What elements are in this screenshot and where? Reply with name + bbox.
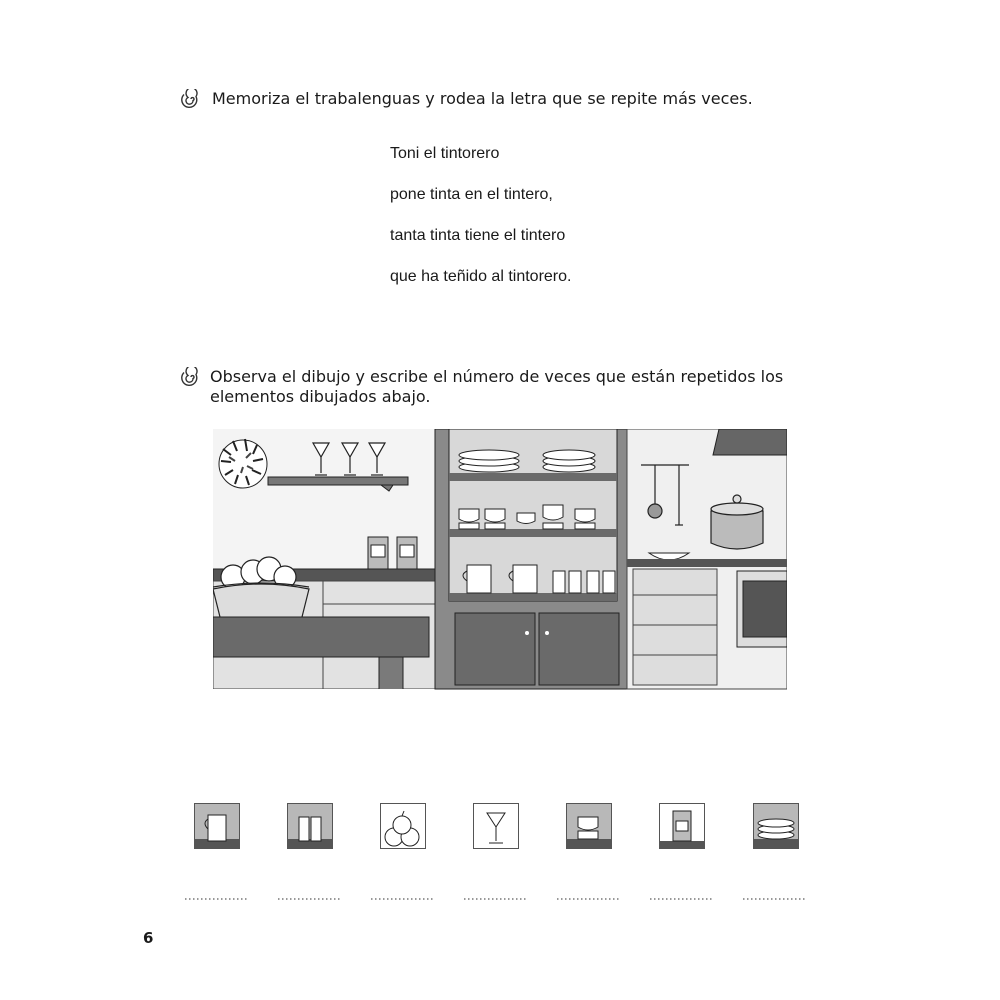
- spiral-icon: [180, 89, 202, 109]
- tongue-twister-line-3: tanta tinta tiene el tintero: [390, 227, 566, 244]
- cocktail-glass-icon: [473, 803, 519, 849]
- answer-line-4[interactable]: [464, 897, 528, 901]
- exercise-2-text-line-1: Observa el dibujo y escribe el número de veces que están repetidos los: [210, 367, 784, 386]
- exercise-1-instruction: [180, 89, 780, 111]
- tongue-twister-line-2: pone tinta en el tintero,: [390, 186, 553, 203]
- plates-icon: [753, 803, 799, 849]
- page-number: 6: [143, 929, 154, 947]
- answer-line-5[interactable]: [557, 897, 621, 901]
- tongue-twister-line-4: que ha teñido al tintorero.: [390, 268, 572, 285]
- answer-line-6[interactable]: [650, 897, 714, 901]
- kitchen-illustration: [213, 429, 787, 773]
- exercise-2-text-line-2: elementos dibujados abajo.: [210, 387, 431, 406]
- answer-line-2[interactable]: [278, 897, 342, 901]
- cups-icon: [566, 803, 612, 849]
- answer-line-3[interactable]: [371, 897, 435, 901]
- spiral-icon: [180, 367, 202, 387]
- jar-icon: [659, 803, 705, 849]
- answer-line-1[interactable]: [185, 897, 249, 901]
- jug-icon: [194, 803, 240, 849]
- exercise-1-text: Memoriza el trabalenguas y rodea la letra que se repite más veces.: [212, 89, 753, 108]
- apples-icon: [380, 803, 426, 849]
- answer-line-7[interactable]: [743, 897, 807, 901]
- exercise-2-instruction: [180, 367, 800, 411]
- tongue-twister-line-1: Toni el tintorero: [390, 145, 500, 162]
- glasses-icon: [287, 803, 333, 849]
- plant-icon: [219, 439, 267, 488]
